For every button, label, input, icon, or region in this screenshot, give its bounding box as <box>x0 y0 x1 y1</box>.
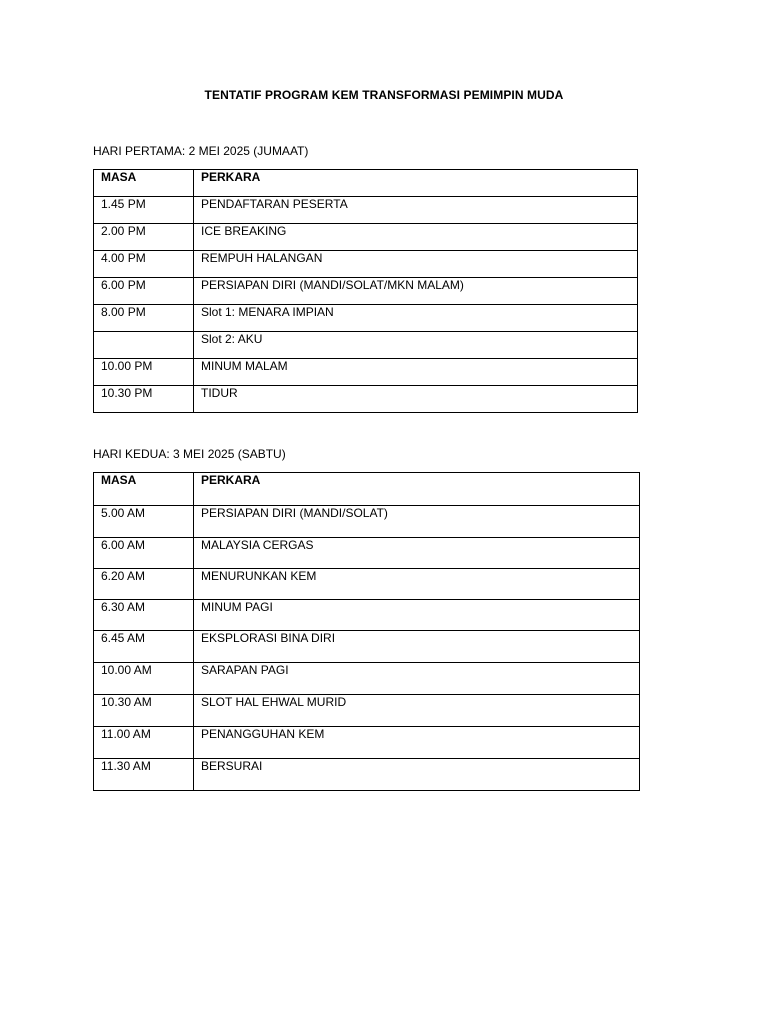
time-cell: 6.30 AM <box>94 600 194 631</box>
time-cell: 6.20 AM <box>94 569 194 600</box>
time-cell: 10.00 PM <box>94 359 194 386</box>
table-header-row <box>94 170 638 197</box>
table-row <box>94 569 640 600</box>
time-cell: 5.00 AM <box>94 506 194 538</box>
column-header-perkara: PERKARA <box>194 170 638 197</box>
activity-cell: ICE BREAKING <box>194 224 638 251</box>
activity-cell: TIDUR <box>194 386 638 413</box>
table-row <box>94 251 638 278</box>
day1-schedule-table <box>93 169 638 413</box>
activity-cell: SARAPAN PAGI <box>194 663 640 695</box>
table-row <box>94 759 640 791</box>
time-cell <box>94 332 194 359</box>
activity-cell: PERSIAPAN DIRI (MANDI/SOLAT) <box>194 506 640 538</box>
time-cell: 10.30 PM <box>94 386 194 413</box>
column-header-masa: MASA <box>94 473 194 506</box>
activity-cell: EKSPLORASI BINA DIRI <box>194 631 640 663</box>
table-row <box>94 332 638 359</box>
activity-cell: MALAYSIA CERGAS <box>194 538 640 569</box>
table-row <box>94 359 638 386</box>
time-cell: 6.00 AM <box>94 538 194 569</box>
table-row <box>94 305 638 332</box>
time-cell: 6.45 AM <box>94 631 194 663</box>
activity-cell: PENDAFTARAN PESERTA <box>194 197 638 224</box>
time-cell: 6.00 PM <box>94 278 194 305</box>
activity-cell: MINUM PAGI <box>194 600 640 631</box>
activity-cell: SLOT HAL EHWAL MURID <box>194 695 640 727</box>
activity-cell: Slot 2: AKU <box>194 332 638 359</box>
table-header-row <box>94 473 640 506</box>
table-row <box>94 538 640 569</box>
time-cell: 11.00 AM <box>94 727 194 759</box>
activity-cell: MENURUNKAN KEM <box>194 569 640 600</box>
activity-cell: BERSURAI <box>194 759 640 791</box>
activity-cell: Slot 1: MENARA IMPIAN <box>194 305 638 332</box>
table-row <box>94 224 638 251</box>
time-cell: 2.00 PM <box>94 224 194 251</box>
column-header-masa: MASA <box>94 170 194 197</box>
page-title: TENTATIF PROGRAM KEM TRANSFORMASI PEMIMPIN MUDA <box>204 88 564 102</box>
table-row <box>94 386 638 413</box>
table-row <box>94 600 640 631</box>
table-row <box>94 727 640 759</box>
time-cell: 10.00 AM <box>94 663 194 695</box>
table-row <box>94 197 638 224</box>
activity-cell: MINUM MALAM <box>194 359 638 386</box>
column-header-perkara: PERKARA <box>194 473 640 506</box>
table-row <box>94 278 638 305</box>
table-row <box>94 695 640 727</box>
time-cell: 4.00 PM <box>94 251 194 278</box>
time-cell: 11.30 AM <box>94 759 194 791</box>
table-row <box>94 506 640 538</box>
time-cell: 10.30 AM <box>94 695 194 727</box>
day2-heading: HARI KEDUA: 3 MEI 2025 (SABTU) <box>93 447 286 461</box>
time-cell: 8.00 PM <box>94 305 194 332</box>
day2-schedule-table <box>93 472 640 791</box>
day1-heading: HARI PERTAMA: 2 MEI 2025 (JUMAAT) <box>93 144 309 158</box>
activity-cell: REMPUH HALANGAN <box>194 251 638 278</box>
table-row <box>94 631 640 663</box>
table-row <box>94 663 640 695</box>
activity-cell: PENANGGUHAN KEM <box>194 727 640 759</box>
time-cell: 1.45 PM <box>94 197 194 224</box>
activity-cell: PERSIAPAN DIRI (MANDI/SOLAT/MKN MALAM) <box>194 278 638 305</box>
